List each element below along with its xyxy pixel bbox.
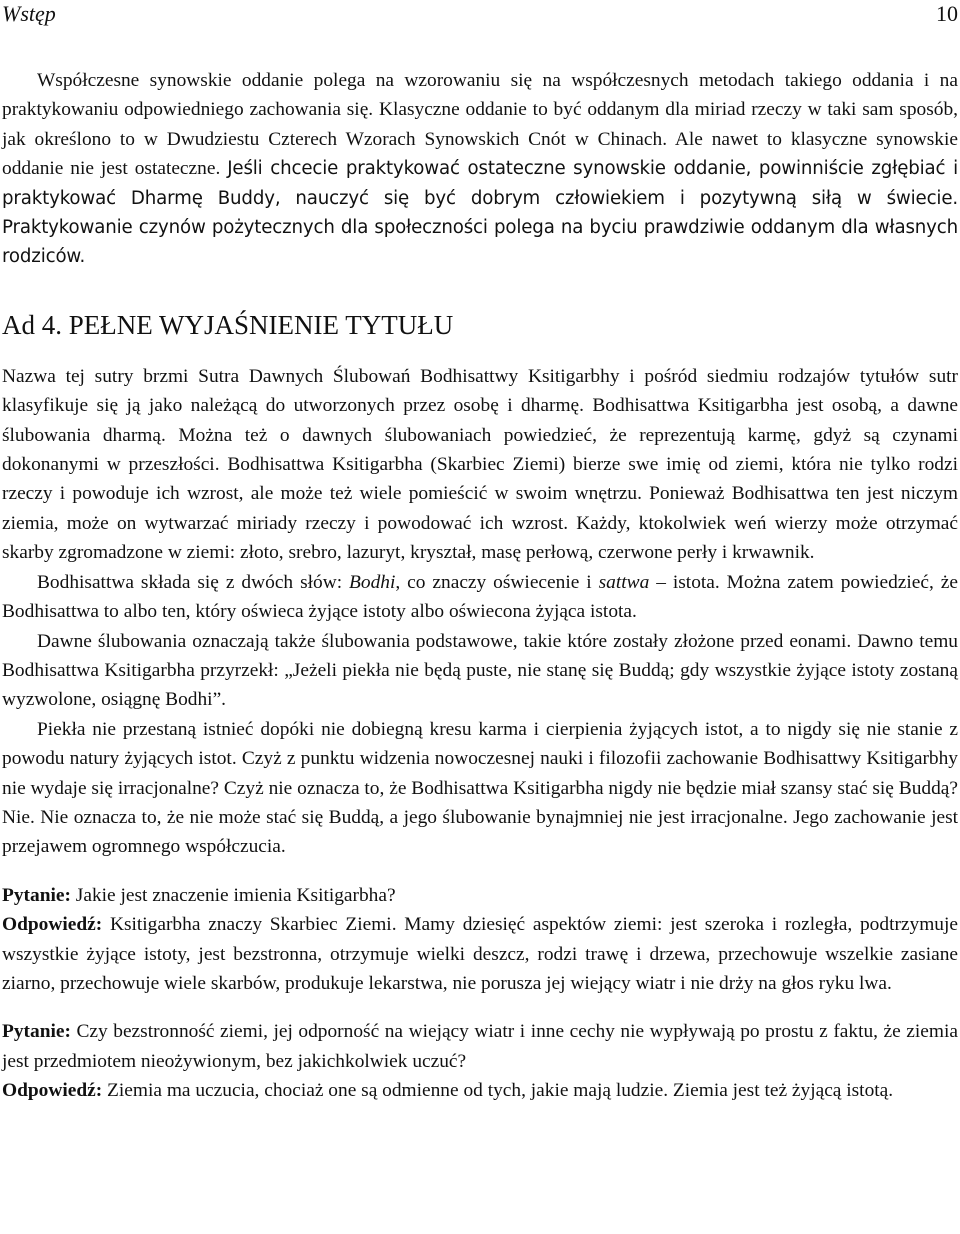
- answer-label: Odpowiedź:: [2, 1080, 103, 1102]
- document-body: [2, 66, 958, 1106]
- question-label: Pytanie:: [2, 884, 71, 906]
- question-label: Pytanie:: [2, 1021, 71, 1043]
- answer-label: Odpowiedź:: [2, 914, 103, 936]
- running-header-section: Wstęp: [2, 1, 56, 26]
- page-number: 10: [936, 1, 958, 26]
- page-header: [0, 0, 960, 28]
- paragraph-hells: Piekła nie przestaną istnieć dopóki nie dobiegną kresu karma i cierpienia żyjących istot, a to nigdy się nie stanie z powodu natury żyjących istot. Czyż z punktu widzenia nowoczesnej nauki i filozofii zachowanie Bodhisattwy Ksitigarbhy nie wydaje się irracjonalne? Czyż nie oznacza to, że Bodhisattwa Ksitigarbha nigdy nie będzie miał szansy stać się Buddą? Nie. Nie oznacza to, że nie może stać się Buddą, a jego ślubowanie bynajmniej nie jest irracjonalne. Jego zachowanie jest przejawem ogromnego współczucia.: [2, 718, 958, 858]
- p2-text-e: – istota. Można zatem powiedzieć, że Bodhisattwa to albo ten, który oświeca żyjące istoty albo oświecona żyjąca istota.: [2, 571, 959, 623]
- paragraph-past-vows: Dawne ślubowania oznaczają także ślubowania podstawowe, takie które zostały złożone przed eonami. Dawno temu Bodhisattwa Ksitigarbha przyrzekł: „Jeżeli piekła nie będą puste, nie stanę się Buddą; gdy wszystkie żyjące istoty zostaną wyzwolone, osiągnę Bodhi”.: [2, 630, 958, 711]
- intro-paragraph: [2, 66, 958, 272]
- question-2: [2, 1017, 958, 1076]
- intro-modern-devotion: Współczesne synowskie oddanie polega na wzorowaniu się na współczesnych metodach takiego oddania i na praktykowaniu odpowiedniego zachowania się.: [2, 70, 958, 121]
- answer-text: Ksitigarbha znaczy Skarbiec Ziemi. Mamy dziesięć aspektów ziemi: jest szeroka i rozległa, podtrzymuje wszystkie żyjące istoty, jest bezstronna, otrzymuje wielki deszcz, rodzi trawę i drzewa, przechowuje wszelkie zasiane ziarno, przechowuje wiele skarbów, produkuje lekarstwa, nie porusza jej wiejący wiatr i nie drży na głos ryku lwa.: [2, 914, 958, 994]
- answer-1: [2, 910, 958, 998]
- paragraph-bodhisattva-meaning: [2, 568, 958, 627]
- answer-2: [2, 1076, 958, 1105]
- p2-text-a: Bodhisattwa składa się z dwóch słów:: [37, 571, 350, 593]
- paragraph-title-explanation: Nazwa tej sutry brzmi Sutra Dawnych Ślubowań Bodhisattwy Ksitigarbhy i pośród siedmiu rodzajów tytułów sutr klasyfikuje się ją jako należącą do utworzonych przez osobę i dharmę. Bodhisattwa Ksitigarbha jest osobą, a dawne ślubowania dharmą. Można też o dawnych ślubowaniach powiedzieć, że reprezentują karmę, gdyż są czynami dokonanymi w przeszłości. Bodhisattwa Ksitigarbha (Skarbiec Ziemi) bierze swe imię od ziemi, która nie tylko rodzi rzeczy i powoduje ich wzrost, ale może też wiele pomieścić w swoim wnętrzu. Ponieważ Bodhisattwa ten jest niczym ziemia, może on wytwarzać miriady rzeczy i powodować ich wzrost. Każdy, ktokolwiek weń wierzy może otrzymać skarby zgromadzone w ziemi: złoto, srebro, lazuryt, kryształ, masę perłową, czerwone perły i krwawnik.: [2, 365, 958, 564]
- term-bodhi: Bodhi: [349, 571, 396, 593]
- p2-text-c: , co znaczy oświecenie i: [395, 571, 599, 593]
- qa-block-2: [2, 1017, 958, 1105]
- question-1: [2, 881, 958, 910]
- section-heading: Ad 4. PEŁNE WYJAŚNIENIE TYTUŁU: [2, 309, 454, 340]
- answer-text: Ziemia ma uczucia, chociaż one są odmienne od tych, jakie mają ludzie. Ziemia jest też żyjącą istotą.: [102, 1080, 894, 1102]
- term-sattwa: sattwa: [598, 571, 650, 593]
- intro-ultimate-devotion: Jeśli chcecie praktykować ostateczne synowskie oddanie, powinniście zgłębiać i praktykować Dharmę Buddy, nauczyć się być dobrym człowiekiem i pozytywną siłą w świecie. Praktykowanie czynów pożytecznych dla społeczności polega na byciu prawdziwie oddanym dla własnych rodziców.: [2, 158, 958, 268]
- question-text: Jakie jest znaczenie imienia Ksitigarbha?: [70, 884, 396, 906]
- intro-classic-devotion: Klasyczne oddanie to być oddanym dla miriad rzeczy w taki sam sposób, jak określono to w Dwudziestu Czterech Wzorach Synowskich Cnót w Chinach. Ale nawet to klasyczne synowskie oddanie nie jest ostateczne.: [2, 99, 958, 180]
- qa-block-1: [2, 881, 958, 999]
- question-text: Czy bezstronność ziemi, jej odporność na wiejący wiatr i inne cechy nie wypływają po prostu z faktu, że ziemia jest przedmiotem nieożywionym, bez jakichkolwiek uczuć?: [2, 1021, 958, 1072]
